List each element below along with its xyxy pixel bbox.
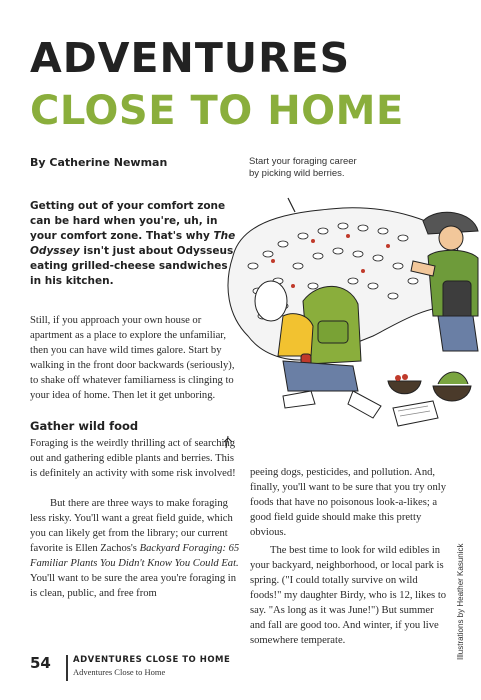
paragraph-3 [30, 496, 242, 601]
paragraph-1: Still, if you approach your own house or apartment as a place to explore the unfamiliar, then you can have wild times galore. Start by walking in the front door backwards (seriously), to shake off whatever familiarness is clinging to your idea of home. Then let it get unboring. [30, 315, 235, 401]
footer-subsection: Adventures Close to Home [73, 667, 166, 677]
footer-section-title: ADVENTURES CLOSE TO HOME [73, 655, 231, 665]
illustration-credit-wrap [456, 543, 481, 669]
byline: By Catherine Newman [30, 156, 168, 169]
paragraph-2: Foraging is the weirdly thrilling act of searching out and gathering edible plants and berries. This is definitely an activity with some risk involved! [30, 438, 236, 479]
subheading-gather-wild-food: Gather wild food [30, 419, 139, 433]
paragraph-3-book-title: Backyard Foraging: 65 Familiar Plants You Didn't Know You Could Eat. [30, 543, 240, 569]
paragraph-4: peeing dogs, pesticides, and pollution. And, finally, you'll want to be sure that you try only foods that have no poisonous look-a-likes; a good field guide should make this pretty obvious. [250, 467, 446, 538]
footer-divider [66, 655, 68, 681]
title-line-1: ADVENTURES [30, 34, 351, 82]
intro-book-title: The Odyssey [30, 230, 236, 257]
page-number: 54 [30, 654, 51, 672]
caption-pointer [288, 198, 295, 212]
intro-text-a: Getting out of your comfort zone can be hard when you're, uh, in your comfort zone. That's why [30, 200, 226, 242]
illustration-caption: Start your foraging career by picking wild berries. [249, 156, 357, 179]
paragraph-5: The best time to look for wild edibles in your backyard, neighborhood, or local park is spring. ("I could totally survive on wild foods!" my daughter Birdy, who is 12, likes to say. "As long as it was June!") But summer and fall are good too. And winter, if you live somewhere temperate. [250, 545, 447, 646]
illustration-credit: Illustrations by Heather Kasunick [456, 543, 465, 660]
paragraph-3-text-a: But there are three ways to make foraging less risky. You'll want a great field guide, which you can likely get from the library; our current favorite is Ellen Zachos's [30, 498, 233, 554]
intro-paragraph [30, 199, 240, 289]
paragraph-3-text-b: You'll want to be sure the area you're foraging in is clean, public, and free from [30, 573, 237, 599]
title-line-2: CLOSE TO HOME [30, 88, 404, 134]
intro-text-b: isn't just about Odysseus eating grilled-cheese sandwiches in his kitchen. [30, 245, 234, 287]
foraging-illustration [223, 186, 481, 456]
weed-sprout [224, 436, 232, 448]
foraging-bowls [388, 372, 471, 426]
